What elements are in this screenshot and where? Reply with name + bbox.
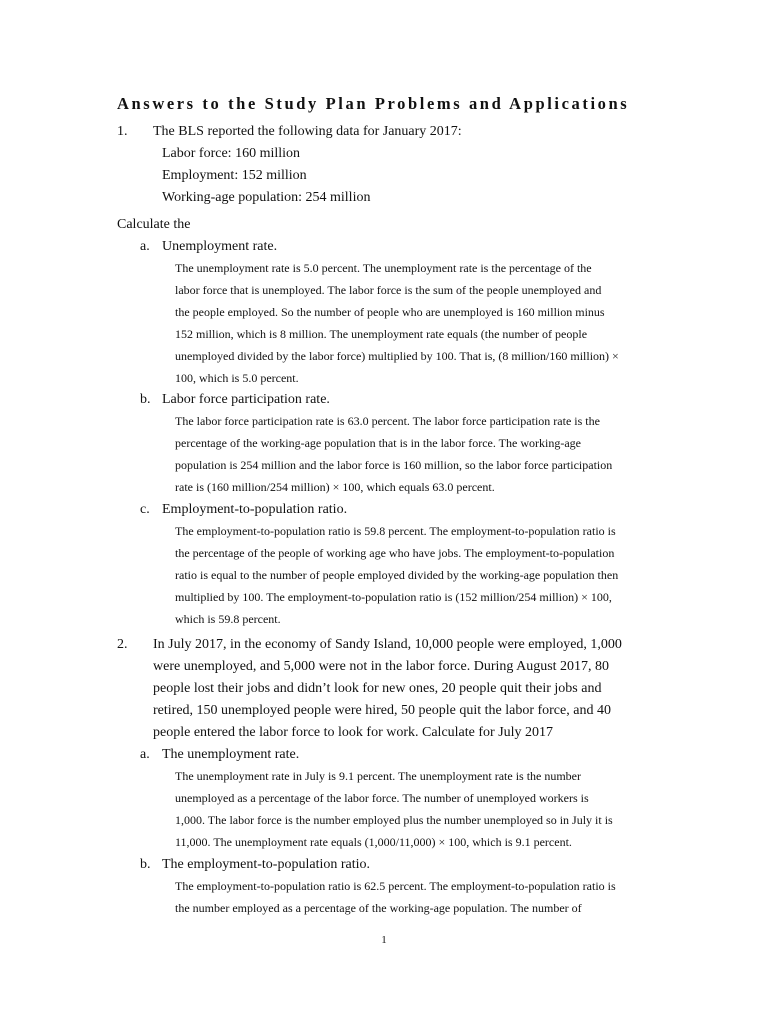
q1-intro: The BLS reported the following data for January 2017: [153,124,462,139]
q1c-answer-line: the percentage of the people of working age who have jobs. The employment-to-population [175,546,615,560]
q1b-label: b. [140,392,151,407]
q1a-answer-line: 152 million, which is 8 million. The unemployment rate equals (the number of people [175,327,588,341]
q2a-answer-line: 1,000. The labor force is the number employed plus the number unemployed so in July it is [175,813,613,827]
q2a-answer-line: 11,000. The unemployment rate equals (1,000/11,000) × 100, which is 9.1 percent. [175,835,572,849]
q1b-answer-line: The labor force participation rate is 63.0 percent. The labor force participation rate is the [175,414,600,428]
q1a-prompt: Unemployment rate. [162,239,278,254]
q2a-answer-line: The unemployment rate in July is 9.1 percent. The unemployment rate is the number [175,769,582,783]
q1a-answer-line: unemployed divided by the labor force) multiplied by 100. That is, (8 million/160 million) × [175,349,619,363]
q1-data-working-age: Working-age population: 254 million [162,190,371,205]
q2a-prompt: The unemployment rate. [162,747,300,762]
q2-intro-line: were unemployed, and 5,000 were not in the labor force. During August 2017, 80 [153,659,610,674]
page-number: 1 [381,934,387,946]
q1a-answer-line: the people employed. So the number of people who are unemployed is 160 million minus [175,305,605,319]
q1c-answer-line: The employment-to-population ratio is 59.8 percent. The employment-to-population ratio is [175,524,616,538]
q1a-answer-line: 100, which is 5.0 percent. [175,371,299,385]
q2a-answer-line: unemployed as a percentage of the labor force. The number of unemployed workers is [175,791,589,805]
q1b-answer-line: population is 254 million and the labor force is 160 million, so the labor force participation [175,458,613,472]
q1c-prompt: Employment-to-population ratio. [162,502,348,517]
q1-calc-prompt: Calculate the [117,217,191,232]
q1-number: 1. [117,124,128,139]
q1-data-employment: Employment: 152 million [162,168,307,183]
q1c-answer-line: ratio is equal to the number of people employed divided by the working-age population then [175,568,619,582]
q1a-answer-line: labor force that is unemployed. The labor force is the sum of the people unemployed and [175,283,602,297]
q1a-label: a. [140,239,150,254]
q2b-prompt: The employment-to-population ratio. [162,857,371,872]
page-title: Answers to the Study Plan Problems and Applications [117,94,630,113]
q1b-prompt: Labor force participation rate. [162,392,330,407]
q1b-answer-line: rate is (160 million/254 million) × 100, which equals 63.0 percent. [175,480,495,494]
q1c-answer-line: multiplied by 100. The employment-to-population ratio is (152 million/254 million) × 100, [175,590,612,604]
q1c-label: c. [140,502,150,517]
q2-intro-line: In July 2017, in the economy of Sandy Island, 10,000 people were employed, 1,000 [153,637,622,652]
q2b-answer-line: The employment-to-population ratio is 62.5 percent. The employment-to-population ratio is [175,879,616,893]
q1-data-labor-force: Labor force: 160 million [162,146,301,161]
q1b-answer-line: percentage of the working-age population that is in the labor force. The working-age [175,436,581,450]
q1a-answer-line: The unemployment rate is 5.0 percent. The unemployment rate is the percentage of the [175,261,592,275]
q2b-label: b. [140,857,151,872]
q2a-label: a. [140,747,150,762]
q1c-answer-line: which is 59.8 percent. [175,612,281,626]
q2-intro-line: people entered the labor force to look for work. Calculate for July 2017 [153,725,554,740]
q2b-answer-line: the number employed as a percentage of the working-age population. The number of [175,901,582,915]
q2-intro-line: retired, 150 unemployed people were hired, 50 people quit the labor force, and 40 [153,703,611,718]
q2-intro-line: people lost their jobs and didn’t look for new ones, 20 people quit their jobs and [153,681,602,696]
q2-number: 2. [117,637,128,652]
